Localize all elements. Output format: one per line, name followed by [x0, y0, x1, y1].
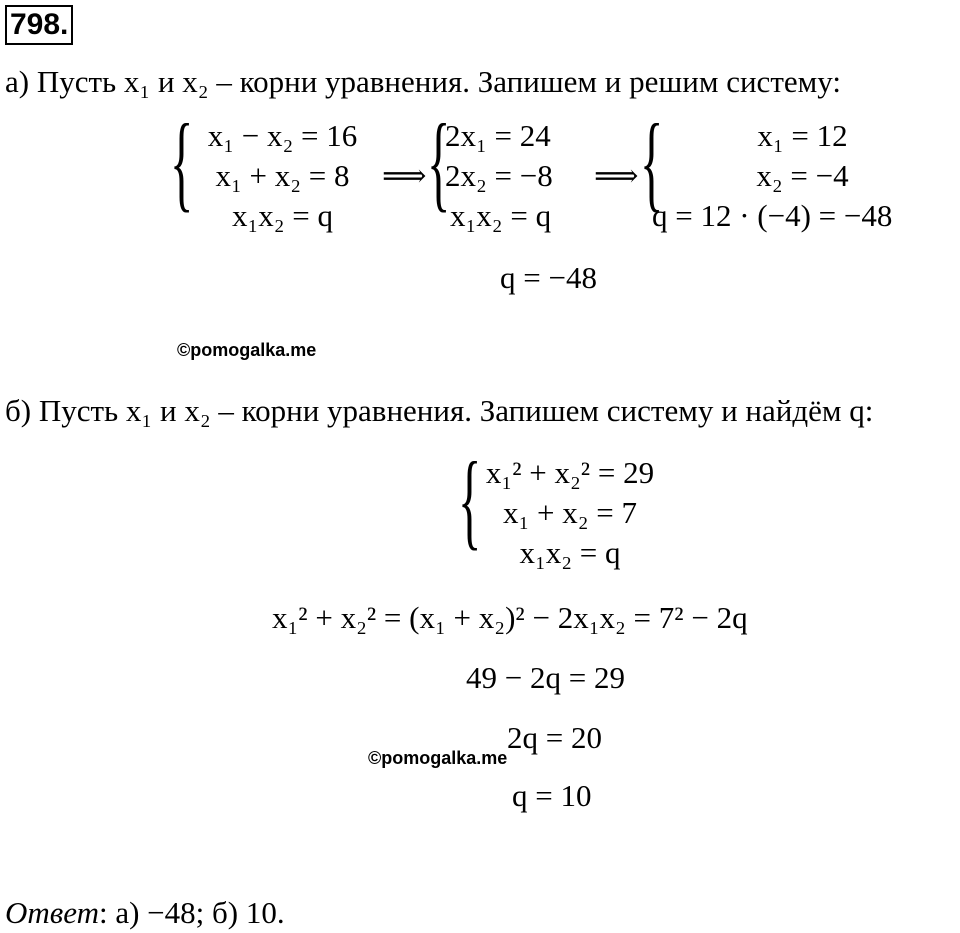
watermark-2: ©pomogalka.me — [368, 748, 508, 768]
answer-line — [5, 895, 285, 931]
system2-brace: { — [427, 103, 451, 222]
implies-arrow-2: ⟹ — [594, 158, 639, 193]
part-b-step-3: 2q = 20 — [507, 720, 602, 755]
system1-eq1: x₁ − x₂ = 16 — [207, 118, 358, 153]
system-b-eq3: x₁x₂ = q — [519, 535, 621, 570]
system3-brace: { — [640, 103, 664, 222]
system3-eq1: x₁ = 12 — [757, 118, 848, 153]
answer-label: Ответ — [5, 895, 99, 930]
problem-number: 798. — [5, 5, 73, 45]
system-b-eq2: x₁ + x₂ = 7 — [502, 495, 638, 530]
system3-eq3: q = 12 · (−4) = −48 — [652, 198, 893, 233]
part-a-intro: а) Пусть x₁ и x₂ – корни уравнения. Запишем и решим систему: — [5, 64, 841, 99]
system2-eq1: 2x₁ = 24 — [445, 118, 551, 153]
part-b-step-1: x₁² + x₂² = (x₁ + x₂)² − 2x₁x₂ = 7² − 2q — [272, 600, 748, 635]
answer-text: : а) −48; б) 10. — [98, 895, 285, 930]
system-b-brace: { — [458, 441, 482, 560]
implies-arrow-1: ⟹ — [382, 158, 427, 193]
part-a-result: q = −48 — [500, 260, 597, 295]
system-b-eq1: x₁² + x₂² = 29 — [485, 455, 655, 490]
system1-brace: { — [170, 103, 194, 222]
system3-eq2: x₂ = −4 — [756, 158, 849, 193]
system2-eq3: x₁x₂ = q — [450, 198, 552, 233]
part-b-step-4: q = 10 — [512, 778, 592, 813]
system1-eq2: x₁ + x₂ = 8 — [215, 158, 350, 193]
system2-eq2: 2x₂ = −8 — [445, 158, 553, 193]
part-b-step-2: 49 − 2q = 29 — [466, 660, 625, 695]
system1-eq3: x₁x₂ = q — [231, 198, 334, 233]
watermark-1: ©pomogalka.me — [177, 340, 317, 360]
part-b-intro: б) Пусть x₁ и x₂ – корни уравнения. Запишем систему и найдём q: — [5, 393, 874, 428]
